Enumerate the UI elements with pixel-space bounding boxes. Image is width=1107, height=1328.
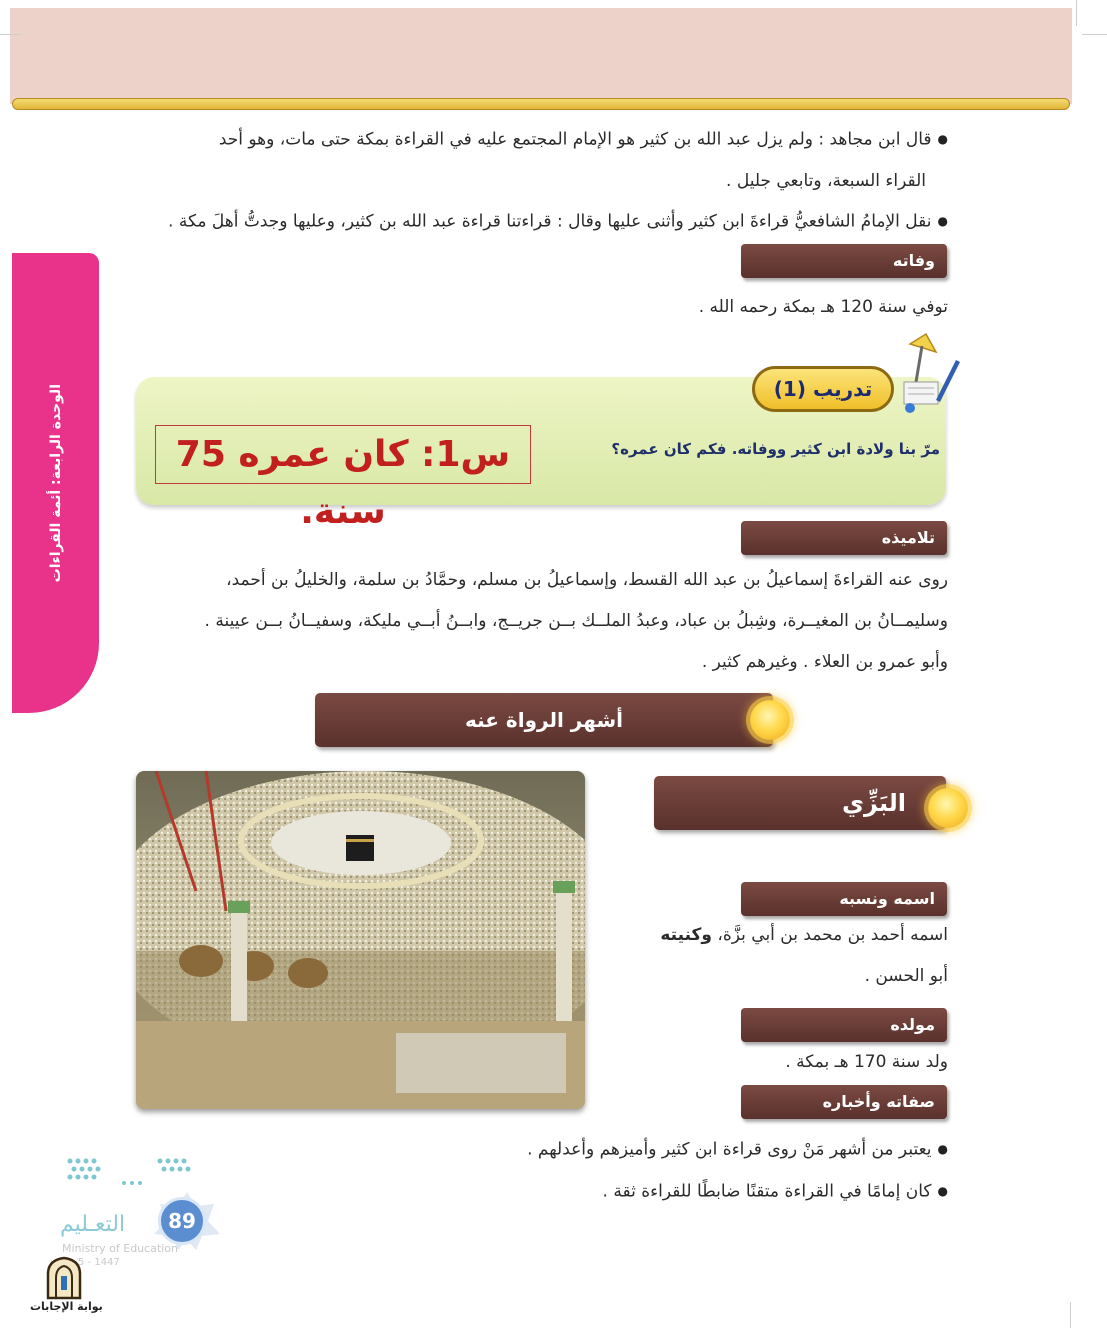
students-header: تلاميذه (741, 521, 947, 555)
site-logo-icon (44, 1256, 84, 1300)
crop-mark (0, 34, 22, 35)
sun-icon (928, 788, 968, 828)
kunya-label: وكنيته (660, 925, 712, 945)
sun-icon (750, 700, 790, 740)
death-text: توفي سنة 120 هـ بمكة رحمه الله . (698, 297, 948, 317)
students-line: روى عنه القراءةَ إسماعيلُ بن عبد الله القسط، وإسماعيلُ بن مسلم، وحمَّادُ بن سلمة، والخليلُ بن أحمد، (226, 570, 948, 590)
death-header: وفاته (741, 244, 947, 278)
trait-item: ● يعتبر من أشهر مَنْ روى قراءة ابن كثير وأميزهم وأعدلهم . (420, 1129, 948, 1171)
page-number: 89 (158, 1197, 206, 1245)
training-label: تدريب (1) (752, 366, 894, 412)
bazzi-name-header: اسمه ونسبه (741, 882, 947, 916)
intro-bullet-1 (110, 119, 948, 202)
bazzi-traits (420, 1129, 948, 1212)
top-divider-bar (12, 98, 1070, 110)
bazzi-birth-header: مولده (741, 1008, 947, 1042)
crop-mark (1082, 34, 1107, 35)
crop-mark (1076, 0, 1077, 26)
bazzi-birth-text: ولد سنة 170 هـ بمكة . (785, 1052, 948, 1072)
edition-year: 5 - 1447 (78, 1257, 120, 1268)
haram-photo (136, 771, 585, 1109)
students-line: وسليمــانُ بن المغيــرة، وشِبلُ بن عباد، وعبدُ الملــك بــن جريــج، وابــنُ أبــي مليكة، وسفيــانُ بــن عيينة . (204, 611, 948, 631)
lamp-icon (896, 330, 962, 416)
students-paragraph (110, 560, 948, 683)
bazzi-title: البَزِّي (654, 776, 946, 830)
ministry-name-en: Ministry of Education (62, 1242, 179, 1255)
trait-item: ● كان إمامًا في القراءة متقنًا ضابطًا للقراءة ثقة . (420, 1171, 948, 1213)
crop-mark (1070, 1302, 1071, 1328)
top-banner (10, 8, 1072, 104)
unit-side-tab-label: الوحدة الرابعة: أئمة القراءات (47, 383, 64, 583)
training-answer: س1: كان عمره 75 سنة. (155, 425, 531, 484)
bazzi-name-text: اسمه أحمد بن محمد بن أبي بزَّة، وكنيته أبو الحسن . (660, 925, 948, 986)
ministry-name-ar: التعـليم (60, 1212, 126, 1237)
students-line: وأبو عمرو بن العلاء . وغيرهم كثير . (701, 652, 948, 672)
intro-bullet-2: ● نقل الإمامُ الشافعيُّ قراءةَ ابن كثير وأثنى عليها وقال : قراءتنا قراءة عبد الله بن كثير، وعليها وجدتُّ أهلَ مكة . (110, 201, 948, 243)
intro-bullet-1-line-2: القراء السبعة، وتابعي جليل . (726, 170, 926, 191)
narrators-header: أشهر الرواة عنه (315, 693, 773, 747)
site-label: بوابة الإجابات (30, 1300, 103, 1313)
intro-bullet-1-line-1: ● قال ابن مجاهد : ولم يزل عبد الله بن كثير هو الإمام المجتمع عليه في القراءة بمكة حتى مات، وهو أحد (110, 119, 948, 161)
bazzi-traits-header: صفاته وأخباره (741, 1085, 947, 1119)
training-question: مرّ بنا ولادة ابن كثير ووفاته. فكم كان عمره؟ (611, 440, 940, 458)
